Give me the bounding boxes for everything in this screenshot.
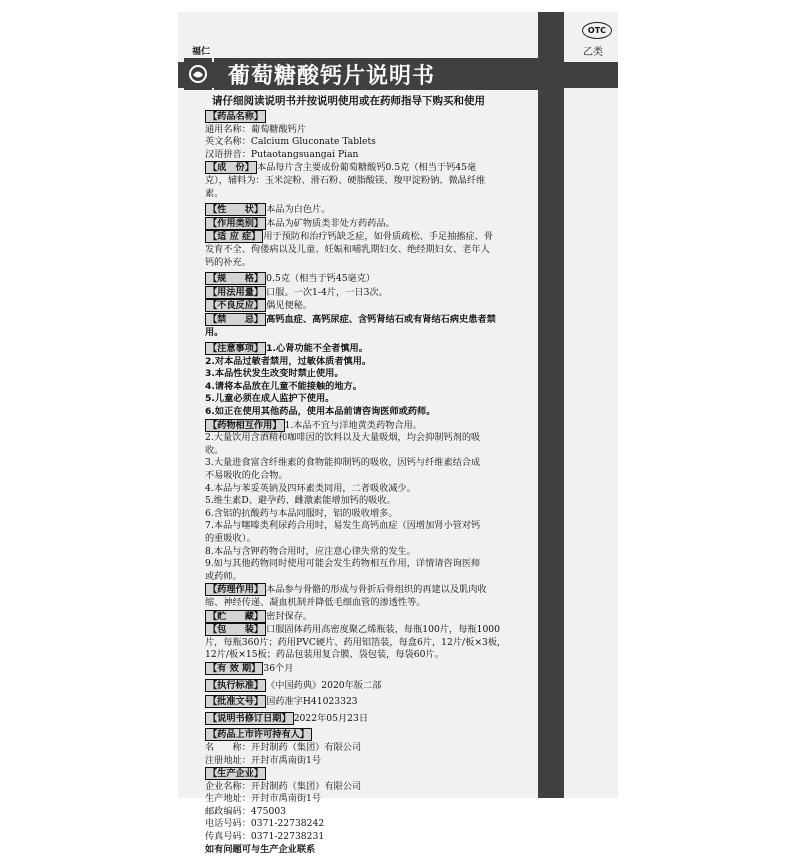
pinyin-name: 汉语拼音：Putaotangsuangai Pian <box>205 148 359 160</box>
caution-3: 3.本品性状发生改变时禁止使用。 <box>205 368 344 380</box>
section-holder: 【药品上市许可持有人】 <box>205 728 312 741</box>
english-name: 英文名称：Calcium Gluconate Tablets <box>205 136 376 148</box>
section-ingredients: 【成 份】 <box>205 161 257 174</box>
section-category: 【作用类别】 <box>205 217 266 230</box>
package-text: 口服固体药用高密度聚乙烯瓶装，每瓶100片，每瓶1000 <box>266 624 500 636</box>
ingredients-text-2: 克），辅料为：玉米淀粉、滑石粉、硬脂酸镁、羧甲淀粉钠、微晶纤维 <box>205 174 486 186</box>
pharma-text: 本品参与骨骼的形成与骨折后骨组织的再建以及肌肉收 <box>266 584 487 596</box>
interaction-5: 5.维生素D、避孕药、雌激素能增加钙的吸收。 <box>205 495 396 507</box>
ingredients-text-3: 素。 <box>205 187 224 199</box>
interaction-9a: 9.如与其他药物同时使用可能会发生药物相互作用，详情请咨询医师 <box>205 558 481 570</box>
indication-text: 用于预防和治疗钙缺乏症，如骨质疏松、手足抽搐症、骨 <box>263 231 494 243</box>
interaction-7b: 的重吸收）。 <box>205 533 256 544</box>
section-spec: 【规 格】 <box>205 272 266 285</box>
interaction-3a: 3.大量进食富含纤维素的食物能抑制钙的吸收，因钙与纤维素结合成 <box>205 457 481 469</box>
section-package: 【包 装】 <box>205 623 266 636</box>
package-text-2: 片，每瓶360片；药用PVC硬片、药用铝箔装，每盒6片，12片/板×3板， <box>205 636 507 648</box>
section-drug-name: 【药品名称】 <box>205 110 266 123</box>
caution-6: 6.如正在使用其他药品，使用本品前请咨询医师或药师。 <box>205 406 436 418</box>
indication-text-3: 钙的补充。 <box>205 256 251 268</box>
section-interactions: 【药物相互作用】 <box>205 419 285 432</box>
otc-badge: OTC <box>582 22 612 39</box>
dosage-text: 口服。一次1-4片，一日3次。 <box>266 286 388 298</box>
revision-text: 2022年05月23日 <box>293 712 369 724</box>
section-dosage: 【用法用量】 <box>205 286 266 299</box>
section-pharmacology: 【药理作用】 <box>205 583 266 596</box>
phone-number: 电话号码：0371-22738242 <box>205 818 325 830</box>
interaction-1: 1.本品不宜与洋地黄类药物合用。 <box>284 419 422 431</box>
section-storage: 【贮 藏】 <box>205 610 266 623</box>
interaction-2a: 2.大量饮用含酒精和咖啡因的饮料以及大量吸烟，均会抑制钙剂的吸 <box>205 432 481 444</box>
holder-address: 注册地址：开封市禹南街1号 <box>205 754 322 766</box>
section-adverse: 【不良反应】 <box>205 299 266 312</box>
page-title: 葡萄糖酸钙片说明书 <box>228 63 436 89</box>
title-band <box>214 58 538 90</box>
manufacturer-address: 生产地址：开封市禹南街1号 <box>205 793 322 805</box>
validity-text: 36个月 <box>263 662 294 674</box>
postcode: 邮政编码：475003 <box>205 805 287 817</box>
fax-number: 传真号码：0371-22738231 <box>205 831 325 843</box>
section-validity: 【有 效 期】 <box>205 662 263 675</box>
contra-text: 高钙血症、高钙尿症、含钙肾结石或有肾结石病史患者禁 <box>266 313 496 325</box>
contact-note: 如有问题可与生产企业联系 <box>205 843 316 855</box>
section-cautions: 【注意事项】 <box>205 342 266 355</box>
caution-1: 1.心肾功能不全者慎用。 <box>266 343 368 355</box>
standard-text: 《中国药典》2020年版二部 <box>266 679 382 691</box>
package-text-3: 12片/板×15板；药品包装用复合膜、袋包装，每袋60片。 <box>205 649 444 661</box>
interaction-9b: 或药师。 <box>205 570 242 582</box>
category-text: 本品为矿物质类非处方药药品。 <box>266 217 395 229</box>
caution-2: 2.对本品过敏者禁用，过敏体质者慎用。 <box>205 355 372 367</box>
generic-name: 通用名称：葡萄糖酸钙片 <box>205 123 307 135</box>
brand-name: 福仁 <box>192 47 211 57</box>
adverse-text: 偶见便秘。 <box>266 300 313 312</box>
caution-5: 5.儿童必须在成人监护下使用。 <box>205 393 335 405</box>
interaction-7a: 7.本品与噻嗪类利尿药合用时，易发生高钙血症（因增加肾小管对钙 <box>205 520 481 532</box>
contra-text-2: 用。 <box>205 326 224 338</box>
cross-vertical-bar <box>538 12 564 798</box>
caution-4: 4.请将本品放在儿童不能接触的地方。 <box>205 380 362 392</box>
interaction-8: 8.本品与含钾药物合用时，应注意心律失常的发生。 <box>205 545 416 557</box>
usage-warning: 请仔细阅读说明书并按说明使用或在药师指导下购买和使用 <box>212 95 485 107</box>
interaction-4: 4.本品与苯妥英钠及四环素类同用，二者吸收减少。 <box>205 482 416 494</box>
otc-class-label: 乙类 <box>583 47 603 58</box>
section-approval: 【批准文号】 <box>205 695 266 708</box>
section-character: 【性 状】 <box>205 203 266 216</box>
section-manufacturer: 【生产企业】 <box>205 767 266 780</box>
interaction-6: 6.含铝的抗酸药与本品同服时，铝的吸收增多。 <box>205 507 398 519</box>
ingredients-text: 本品每片含主要成份葡萄糖酸钙0.5克（相当于钙45毫 <box>256 162 477 174</box>
logo-swirl-icon <box>187 63 209 85</box>
indication-text-2: 发育不全、佝偻病以及儿童、妊娠和哺乳期妇女、绝经期妇女、老年人 <box>205 243 490 255</box>
character-text: 本品为白色片。 <box>266 204 331 216</box>
interaction-3b: 不易吸收的化合物。 <box>205 470 288 482</box>
manufacturer-name: 企业名称：开封制药（集团）有限公司 <box>205 780 362 792</box>
section-contraindications: 【禁 忌】 <box>205 313 266 326</box>
section-indication: 【适 应 症】 <box>205 230 263 243</box>
pharma-text-2: 缩、神经传递、凝血机制并降低毛细血管的渗透性等。 <box>205 596 426 608</box>
storage-text: 密封保存。 <box>266 610 313 622</box>
section-revision: 【说明书修订日期】 <box>205 712 294 725</box>
brand-logo-icon <box>184 58 212 90</box>
interaction-2b: 收。 <box>205 444 224 456</box>
spec-text: 0.5克（相当于钙45毫克） <box>266 273 376 285</box>
leaflet-body <box>205 110 531 856</box>
section-standard: 【执行标准】 <box>205 679 266 692</box>
approval-text: 国药准字H41023323 <box>266 696 358 708</box>
holder-name: 名 称：开封制药（集团）有限公司 <box>205 741 362 753</box>
